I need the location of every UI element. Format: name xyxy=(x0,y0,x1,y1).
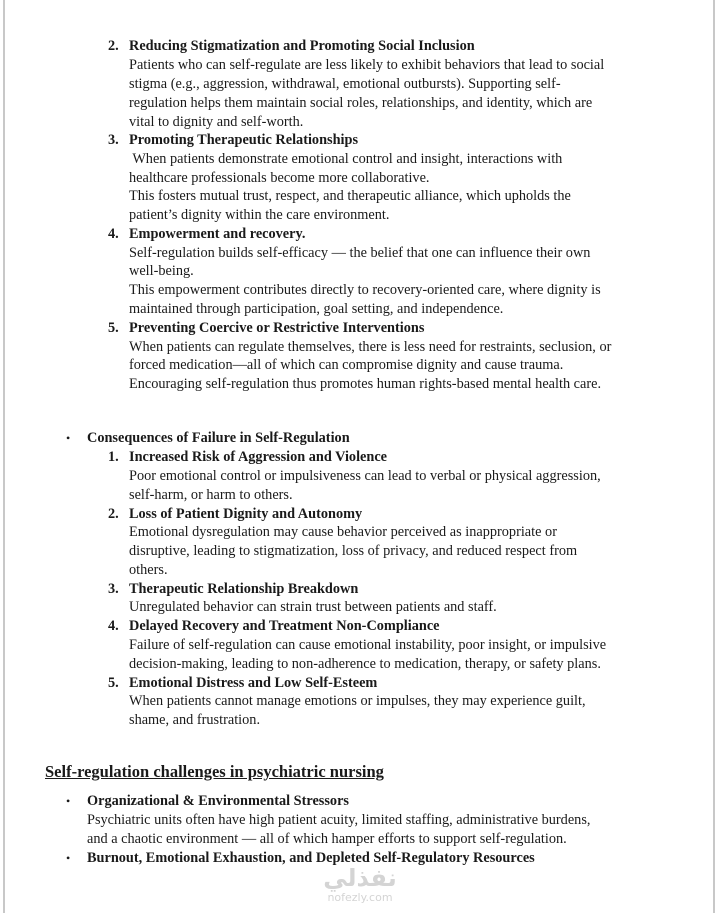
item-text-line: maintained through participation, goal setting, and independence. xyxy=(129,301,504,317)
item-title: Delayed Recovery and Treatment Non-Compliance xyxy=(129,618,440,634)
item-text-line: Unregulated behavior can strain trust between patients and staff. xyxy=(129,599,497,615)
item-number: 3. xyxy=(108,132,119,148)
item-text-line: decision-making, leading to non-adherence to medication, therapy, or safety plans. xyxy=(129,656,601,672)
item-title: Empowerment and recovery. xyxy=(129,226,306,242)
item-title: Loss of Patient Dignity and Autonomy xyxy=(129,506,363,522)
item-text-line: When patients can regulate themselves, there is less need for restraints, seclusion, or xyxy=(129,339,612,355)
watermark-url: nofezly.com xyxy=(327,891,393,904)
watermark-arabic-logo: نفذلي xyxy=(323,864,397,892)
item-number: 5. xyxy=(108,675,119,691)
page-border-left xyxy=(3,0,5,913)
item-title: Emotional Distress and Low Self-Esteem xyxy=(129,675,378,691)
item-text-line: shame, and frustration. xyxy=(129,712,261,728)
bullet-icon: • xyxy=(66,851,71,865)
watermark xyxy=(300,865,420,905)
item-text-line: When patients cannot manage emotions or impulses, they may experience guilt, xyxy=(129,693,586,709)
section-title: Consequences of Failure in Self-Regulation xyxy=(87,430,350,446)
item-text-line: Emotional dysregulation may cause behavior perceived as inappropriate or xyxy=(129,524,557,540)
item-text-line: This empowerment contributes directly to recovery-oriented care, where dignity is xyxy=(129,282,601,298)
item-text-line: Self-regulation builds self-efficacy — the belief that one can influence their own xyxy=(129,245,591,261)
item-number: 1. xyxy=(108,449,119,465)
bullet-title: Burnout, Emotional Exhaustion, and Depleted Self-Regulatory Resources xyxy=(87,850,535,866)
item-text-line: self-harm, or harm to others. xyxy=(129,487,293,503)
bullet-text-line: Psychiatric units often have high patient acuity, limited staffing, administrative burdens, xyxy=(87,812,591,828)
section-heading: Self-regulation challenges in psychiatric nursing xyxy=(45,762,384,781)
item-number: 2. xyxy=(108,506,119,522)
item-text-line: stigma (e.g., aggression, withdrawal, emotional outbursts). Supporting self- xyxy=(129,76,561,92)
page-border-right xyxy=(713,0,715,913)
item-number: 5. xyxy=(108,320,119,336)
item-text-line: Encouraging self-regulation thus promotes human rights-based mental health care. xyxy=(129,376,602,392)
item-title: Promoting Therapeutic Relationships xyxy=(129,132,359,148)
bullet-icon: • xyxy=(66,431,71,445)
item-text-line: Patients who can self-regulate are less likely to exhibit behaviors that lead to social xyxy=(129,57,605,73)
item-text-line: forced medication—all of which can compromise dignity and cause trauma. xyxy=(129,357,564,373)
item-text-line: Failure of self-regulation can cause emotional instability, poor insight, or impulsive xyxy=(129,637,607,653)
item-text-line: Poor emotional control or impulsiveness can lead to verbal or physical aggression, xyxy=(129,468,601,484)
item-title: Therapeutic Relationship Breakdown xyxy=(129,581,359,597)
item-number: 3. xyxy=(108,581,119,597)
item-number: 2. xyxy=(108,38,119,54)
item-text-line: regulation helps them maintain social roles, relationships, and identity, which are xyxy=(129,95,593,111)
item-text-line: well-being. xyxy=(129,263,194,279)
item-number: 4. xyxy=(108,618,119,634)
item-text-line: disruptive, leading to stigmatization, loss of privacy, and reduced respect from xyxy=(129,543,578,559)
bullet-icon: • xyxy=(66,794,71,808)
item-title: Preventing Coercive or Restrictive Interventions xyxy=(129,320,425,336)
item-title: Reducing Stigmatization and Promoting Social Inclusion xyxy=(129,38,475,54)
bullet-text-line: and a chaotic environment — all of which hamper efforts to support self-regulation. xyxy=(87,831,567,847)
item-text-line: This fosters mutual trust, respect, and therapeutic alliance, which upholds the xyxy=(129,188,571,204)
item-title: Increased Risk of Aggression and Violence xyxy=(129,449,388,465)
item-number: 4. xyxy=(108,226,119,242)
item-text-line: others. xyxy=(129,562,168,578)
bullet-title: Organizational & Environmental Stressors xyxy=(87,793,349,809)
item-text-line: healthcare professionals become more collaborative. xyxy=(129,170,430,186)
item-text-line: patient’s dignity within the care environment. xyxy=(129,207,390,223)
item-text-line: When patients demonstrate emotional control and insight, interactions with xyxy=(129,151,563,167)
item-text-line: vital to dignity and self-worth. xyxy=(129,114,304,130)
